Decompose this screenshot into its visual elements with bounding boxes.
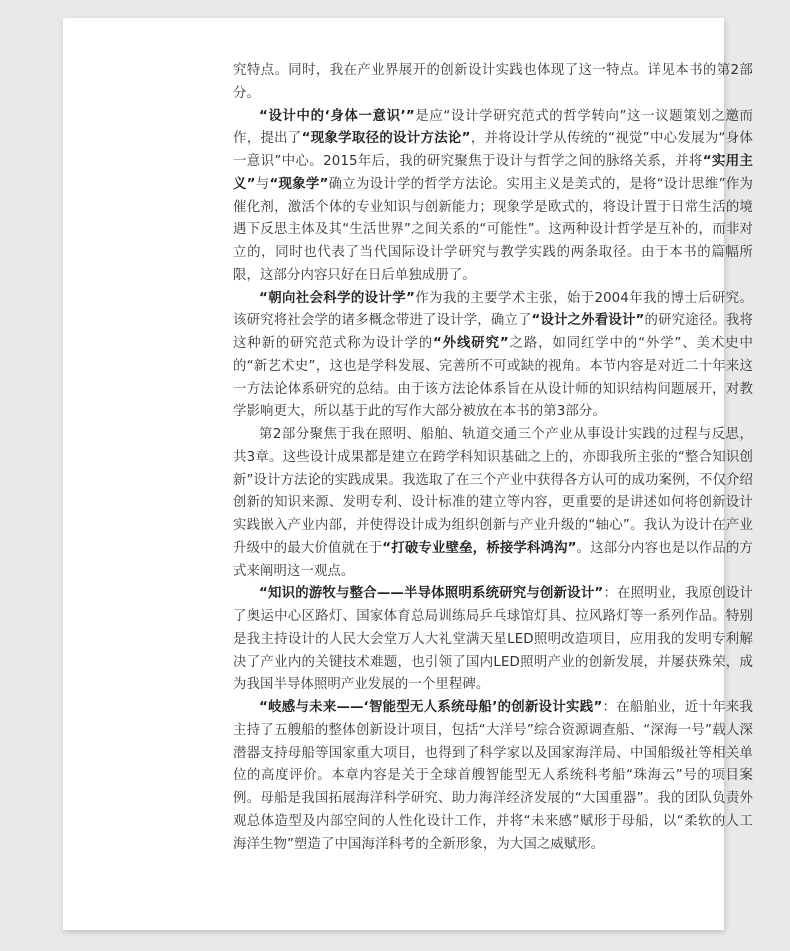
text-run: ，并将设计学从传统的“视觉”中心发展为“身体一意识”中心。2015年后，我的研究聚焦于设计与哲学之间的脉络关系，并将 <box>233 131 754 169</box>
bold-run: “现象学” <box>269 176 329 192</box>
text-run: ：在照明业，我原创设计了奥运中心区路灯、国家体育总局训练局乒乓球馆灯具、拉风路灯等一系列作品。特别是我主持设计的人民大会堂万人大礼堂满天星LED照明改造项目，应用我的发明专利解决了产业内的关键技术难题，也引领了国内LED照明产业的创新发展，并屡获殊荣，成为我国半导体照明产业发展的一个里程碑。 <box>233 586 753 693</box>
bold-run: “知识的游牧与整合——半导体照明系统研究与创新设计” <box>259 586 604 602</box>
paragraph-1 <box>233 60 753 106</box>
bold-run: “设计中的‘身体一意识’” <box>259 108 415 124</box>
text-run: 是应“设计学研究范式的哲学转向”这一议题策划之邀而作，提出了 <box>233 108 753 147</box>
text-run: 的研究途径。我将这种新的研究范式称为设计学的 <box>233 313 753 351</box>
document-page <box>63 18 754 930</box>
text-run: 第2部分聚焦于我在照明、船舶、轨道交通三个产业从事设计实践的过程与反思，共3章。这些设计成果都是建立在跨学科知识基础之上的，亦即我所主张的“整合知识创新”设计方法论的实践成果。我选取了在三个产业中获得各方认可的成功案例，不仅介绍创新的知识来源、发明专利、设计标准的建立等内容，更重要的是讲述如何将创新设计实践嵌入产业内部，并使得设计成为组织创新与产业升级的“轴心”。我认为设计在产业升级中的最大价值就在于 <box>233 427 753 556</box>
bold-run: “打破专业壁垒，桥接学科鸿沟” <box>382 540 577 556</box>
paragraph-2 <box>233 106 753 288</box>
text-run: 。这部分内容也是以作品的方式来阐明这一观点。 <box>233 540 753 579</box>
text-run: 与 <box>255 176 270 192</box>
bold-run: “现象学取径的设计方法论” <box>301 131 471 147</box>
paragraph-5 <box>233 583 753 697</box>
bold-run: “朝向社会科学的设计学” <box>259 290 415 306</box>
text-run: 作为我的主要学术主张，始于2004年我的博士后研究。该研究将社会学的诸多概念带进了设计学，确立了 <box>233 290 753 329</box>
paragraph-6 <box>233 697 753 856</box>
bold-run: “外线研究” <box>433 336 509 351</box>
bold-run: “岐感与未来——‘智能型无人系统母船’的创新设计实践” <box>259 700 603 715</box>
text-run: 确立为设计学的哲学方法论。实用主义是美式的，是将“设计思维”作为催化剂，激活个体的专业知识与创新能力；现象学是欧式的，将设计置于日常生活的境遇下反思主体及其“生活世界”之间关系的“可能性”。这两种设计哲学是互补的，而非对立的，同时也代表了当代国际设计学研究与教学实践的两条取径。由于本书的篇幅所限，这部分内容只好在日后单独成册了。 <box>233 176 753 283</box>
bold-run: “设计之外看设计” <box>531 313 645 329</box>
paragraph-4 <box>233 424 753 583</box>
text-run: 之路，如同红学中的“外学”、美术史中的“新艺术史”，这也是学科发展、完善所不可或缺的视角。本节内容是对近二十年来这一方法论体系研究的总结。由于该方法论体系旨在从设计师的知识结构问题展开，对教学影响更大，所以基于此的写作大部分被放在本书的第3部分。 <box>233 336 754 420</box>
page-body-text <box>233 60 753 856</box>
paragraph-3 <box>233 288 753 425</box>
bold-run: “实用主义” <box>233 154 753 192</box>
text-run: 究特点。同时，我在产业界展开的创新设计实践也体现了这一特点。详见本书的第2部分。 <box>233 63 753 101</box>
text-run: ：在船舶业，近十年来我主持了五艘船的整体创新设计项目，包括“大洋号”综合资源调查船、“深海一号”载人深潜器支持母船等国家重大项目，也得到了科学家以及国家海洋局、中国船级社等相关单位的高度评价。本章内容是关于全球首艘智能型无人系统科考船“珠海云”号的项目案例。母船是我国拓展海洋科学研究、助力海洋经济发展的“大国重器”。我的团队负责外观总体造型及内部空间的人性化设计工作，并将“未来感”赋形于母船，以“柔软的人工海洋生物”塑造了中国海洋科考的全新形象，为大国之威赋形。 <box>233 700 753 852</box>
